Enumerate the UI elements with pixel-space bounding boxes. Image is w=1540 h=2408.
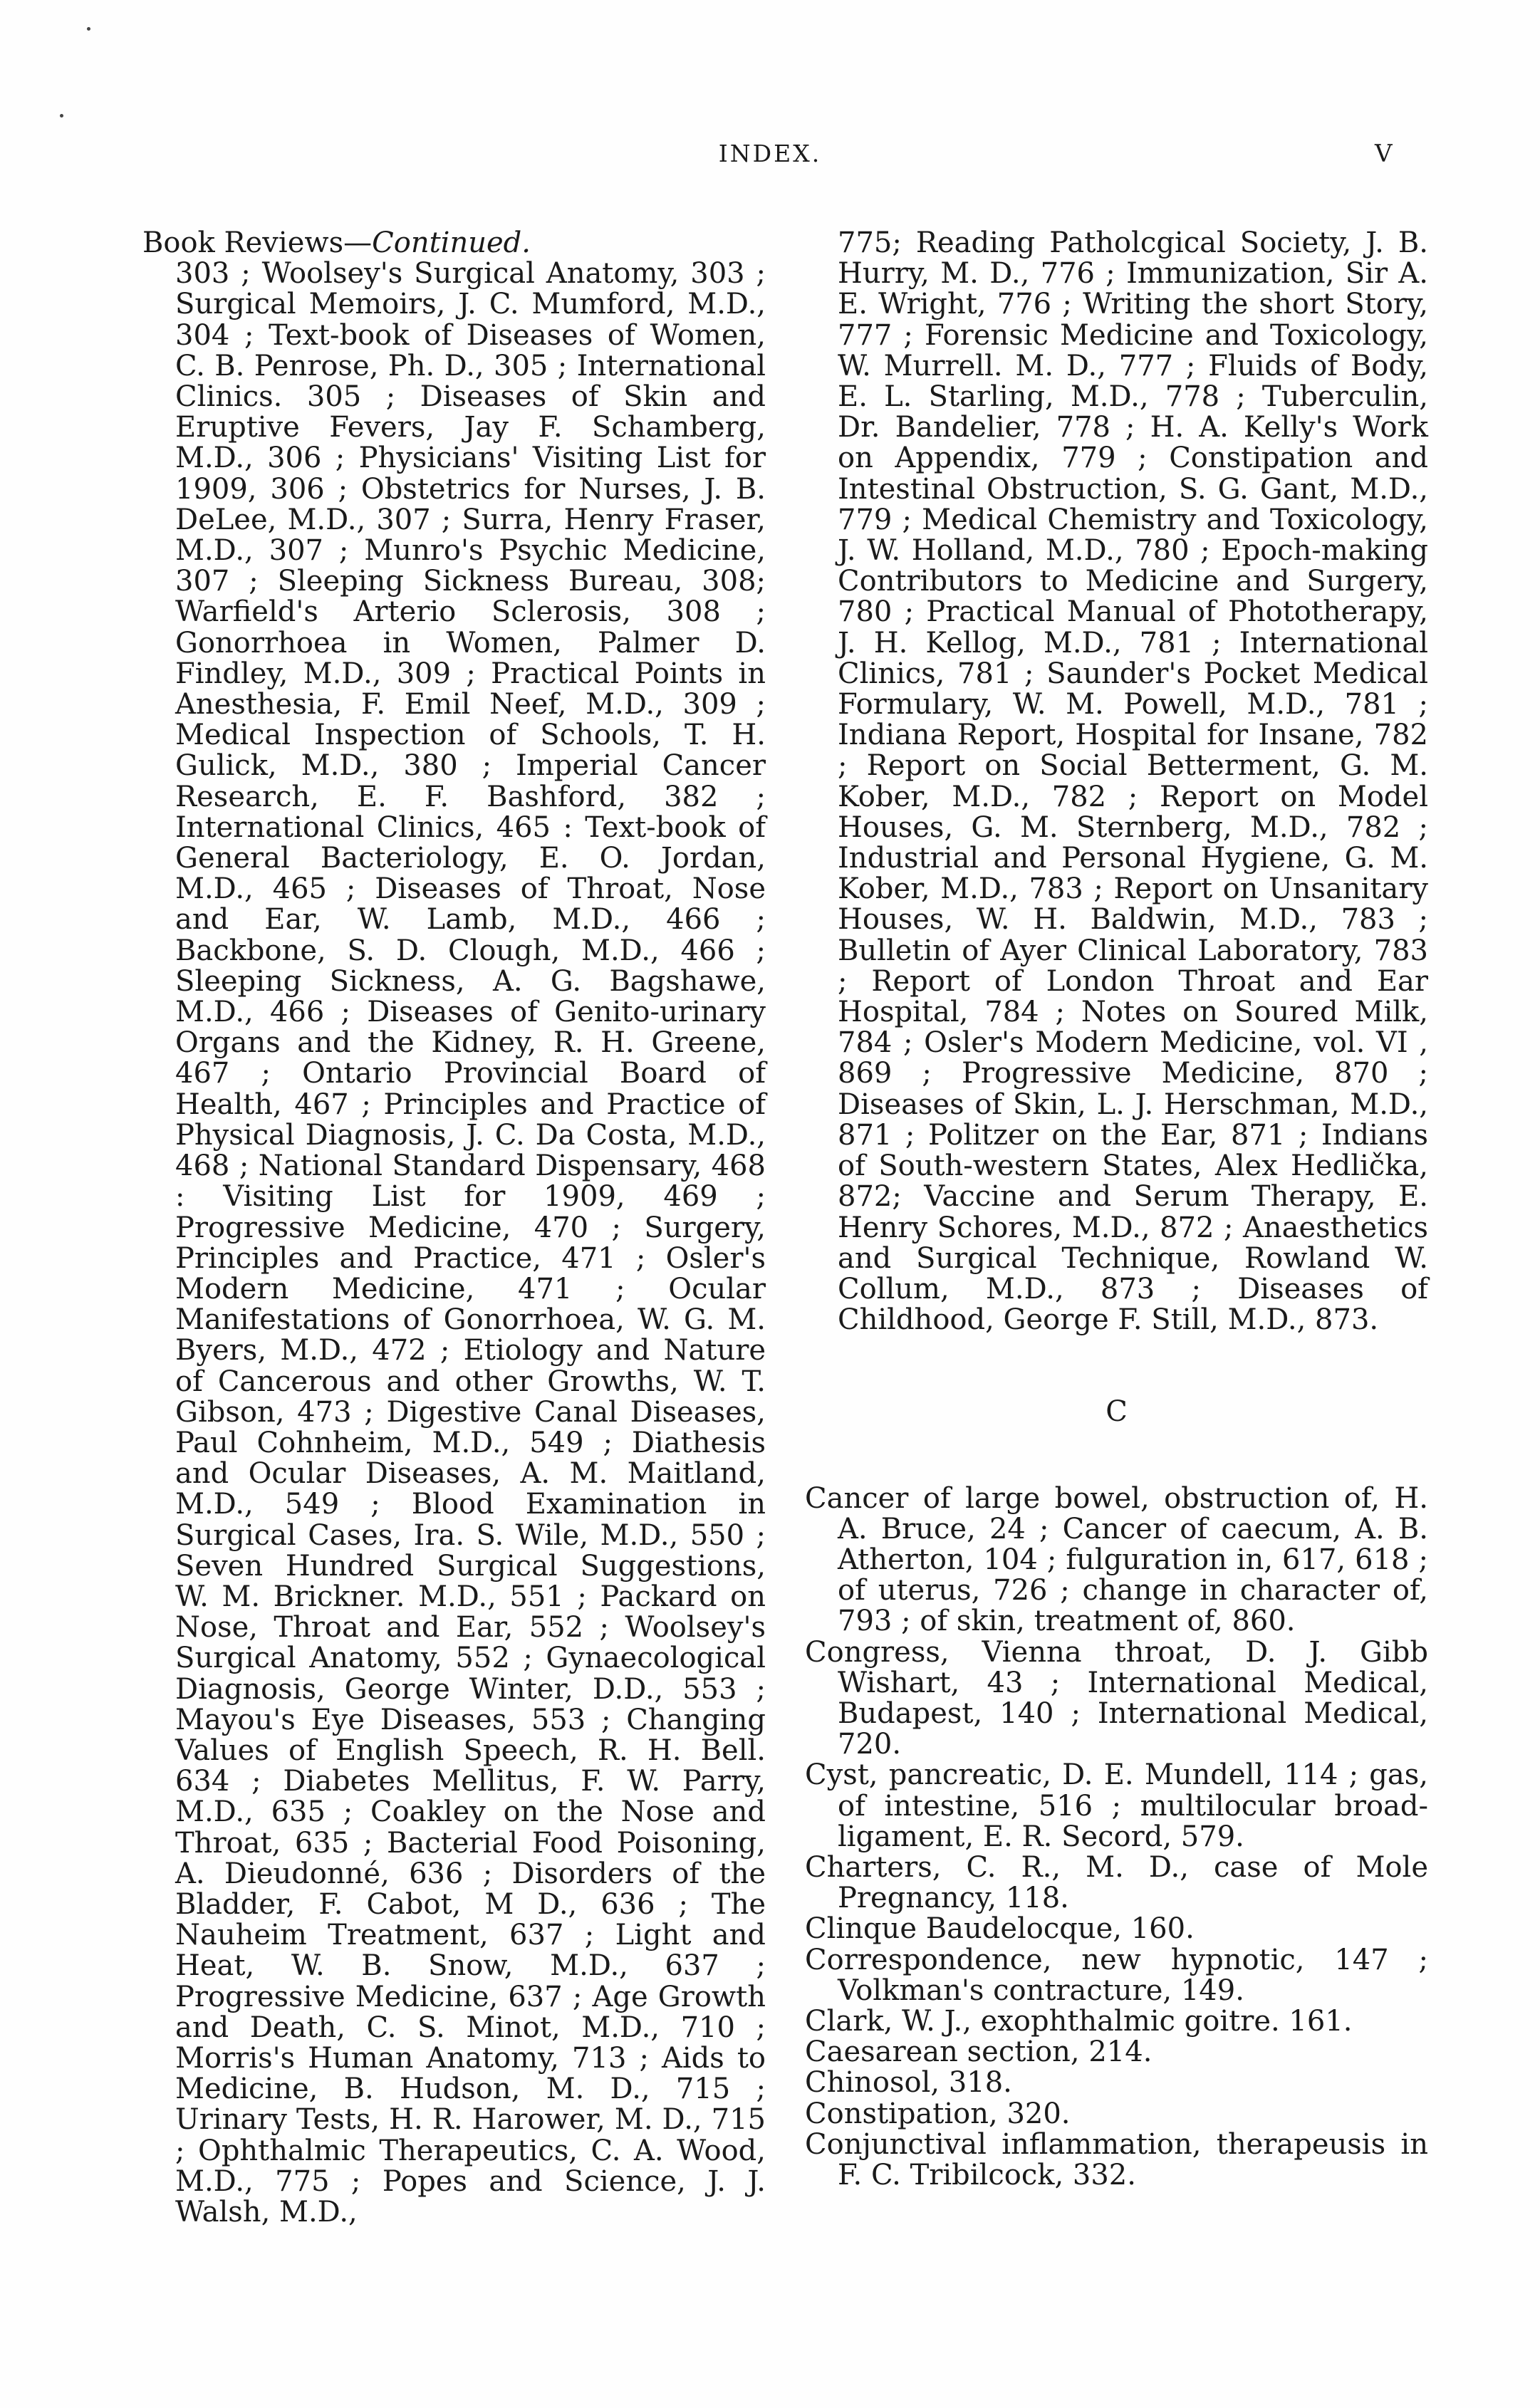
- right-column: [805, 228, 1428, 2191]
- entry-heading: Book Reviews—: [142, 226, 373, 259]
- index-entry: Charters, C. R., M. D., case of Mole Pregnancy, 118.: [805, 1850, 1428, 1915]
- index-entry: Cyst, pancreatic, D. E. Mundell, 114 ; gas, of intestine, 516 ; multilocular broad-ligament, E. R. Secord, 579.: [805, 1758, 1428, 1853]
- index-entry: Conjunctival inflammation, therapeusis in F. C. Tribilcock, 332.: [805, 2127, 1428, 2191]
- running-head-title: INDEX.: [718, 140, 822, 167]
- speck-mark: [87, 27, 90, 31]
- index-entry: Cancer of large bowel, obstruction of, H. A. Bruce, 24 ; Cancer of caecum, A. B. Atherton, 104 ; fulguration in, 617, 618 ; of uterus, 726 ; change in character of, 793 ; of skin, treatment of, 860.: [805, 1481, 1428, 1638]
- book-reviews-continuation: 775; Reading Patholcgical Society, J. B. Hurry, M. D., 776 ; Immunization, Sir A. E. Wright, 776 ; Writing the short Story, 777 ; Forensic Medicine and Toxicology, W. Murrell. M. D., 777 ; Fluids of Body, E. L. Starling, M.D., 778 ; Tuberculin, Dr. Bandelier, 778 ; H. A. Kelly's Work on Appendix, 779 ; Constipation and Intestinal Obstruction, S. G. Gant, M.D., 779 ; Medical Chemistry and Toxicology, J. W. Holland, M.D., 780 ; Epoch-making Contributors to Medicine and Surgery, 780 ; Practical Manual of Phototherapy, J. H. Kellog, M.D., 781 ; International Clinics, 781 ; Saunder's Pocket Medical Formulary, W. M. Powell, M.D., 781 ; Indiana Report, Hospital for Insane, 782 ; Report on Social Betterment, G. M. Kober, M.D., 782 ; Report on Model Houses, G. M. Sternberg, M.D., 782 ; Industrial and Personal Hygiene, G. M. Kober, M.D., 783 ; Report on Unsanitary Houses, W. H. Baldwin, M.D., 783 ; Bulletin of Ayer Clinical Laboratory, 783 ; Report of London Throat and Ear Hospital, 784 ; Notes on Soured Milk, 784 ; Osler's Modern Medicine, vol. VI , 869 ; Progressive Medicine, 870 ; Diseases of Skin, L. J. Herschman, M.D., 871 ; Politzer on the Ear, 871 ; Indians of South-western States, Alex Hedlička, 872; Vaccine and Serum Therapy, E. Henry Schores, M.D., 872 ; Anaesthetics and Surgical Technique, Rowland W. Collum, M.D., 873 ; Diseases of Childhood, George F. Still, M.D., 873.: [838, 226, 1428, 1337]
- index-entry: Constipation, 320.: [805, 2097, 1071, 2130]
- section-letter-c: C: [1105, 1395, 1128, 1429]
- page-number: V: [1375, 140, 1393, 168]
- index-entry: Congress, Vienna throat, D. J. Gibb Wishart, 43 ; International Medical, Budapest, 140 ; International Medical, 720.: [805, 1635, 1428, 1761]
- entry-text: 303 ; Woolsey's Surgical Anatomy, 303 ; Surgical Memoirs, J. C. Mumford, M.D., 304 ; Text-book of Diseases of Women, C. B. Penrose, Ph. D., 305 ; International Clinics. 305 ; Diseases of Skin and Eruptive Fevers, Jay F. Schamberg, M.D., 306 ; Physicians' Visiting List for 1909, 306 ; Obstetrics for Nurses, J. B. DeLee, M.D., 307 ; Surra, Henry Fraser, M.D., 307 ; Munro's Psychic Medicine, 307 ; Sleeping Sickness Bureau, 308; Warfield's Arterio Sclerosis, 308 ; Gonorrhoea in Women, Palmer D. Findley, M.D., 309 ; Practical Points in Anesthesia, F. Emil Neef, M.D., 309 ; Medical Inspection of Schools, T. H. Gulick, M.D., 380 ; Imperial Cancer Research, E. F. Bashford, 382 ; International Clinics, 465 : Text-book of General Bacteriology, E. O. Jordan, M.D., 465 ; Diseases of Throat, Nose and Ear, W. Lamb, M.D., 466 ; Backbone, S. D. Clough, M.D., 466 ; Sleeping Sickness, A. G. Bagshawe, M.D., 466 ; Diseases of Genito-urinary Organs and the Kidney, R. H. Greene, 467 ; Ontario Provincial Board of Health, 467 ; Principles and Practice of Physical Diagnosis, J. C. Da Costa, M.D., 468 ; National Standard Dispensary, 468 : Visiting List for 1909, 469 ; Progressive Medicine, 470 ; Surgery, Principles and Practice, 471 ; Osler's Modern Medicine, 471 ; Ocular Manifestations of Gonorrhoea, W. G. M. Byers, M.D., 472 ; Etiology and Nature of Cancerous and other Growths, W. T. Gibson, 473 ; Digestive Canal Diseases, Paul Cohnheim, M.D., 549 ; Diathesis and Ocular Diseases, A. M. Maitland, M.D., 549 ; Blood Examination in Surgical Cases, Ira. S. Wile, M.D., 550 ; Seven Hundred Surgical Suggestions, W. M. Brickner. M.D., 551 ; Packard on Nose, Throat and Ear, 552 ; Woolsey's Surgical Anatomy, 552 ; Gynaecological Diagnosis, George Winter, D.D., 553 ; Mayou's Eye Diseases, 553 ; Changing Values of English Speech, R. H. Bell. 634 ; Diabetes Mellitus, F. W. Parry, M.D., 635 ; Coakley on the Nose and Throat, 635 ; Bacterial Food Poisoning, A. Dieudonné, 636 ; Disorders of the Bladder, F. Cabot, M D., 636 ; The Nauheim Treatment, 637 ; Light and Heat, W. B. Snow, M.D., 637 ; Progressive Medicine, 637 ; Age Growth and Death, C. S. Minot, M.D., 710 ; Morris's Human Anatomy, 713 ; Aids to Medicine, B. Hudson, M. D., 715 ; Urinary Tests, H. R. Harower, M. D., 715 ; Ophthalmic Therapeutics, C. A. Wood, M.D., 775 ; Popes and Science, J. J. Walsh, M.D.,: [175, 257, 766, 2229]
- index-entry: Clark, W. J., exophthalmic goitre. 161.: [805, 2004, 1353, 2038]
- index-entry: Caesarean section, 214.: [805, 2036, 1153, 2069]
- left-column: [142, 228, 766, 2228]
- speck-mark: [60, 114, 63, 118]
- index-entry: Clinque Baudelocque, 160.: [805, 1912, 1195, 1946]
- index-entry: Chinosol, 318.: [805, 2066, 1012, 2100]
- book-reviews-entry: [142, 228, 766, 2228]
- index-entry: Correspondence, new hypnotic, 147 ; Volkman's contracture, 149.: [805, 1943, 1428, 2007]
- continued-label: Continued.: [372, 226, 531, 259]
